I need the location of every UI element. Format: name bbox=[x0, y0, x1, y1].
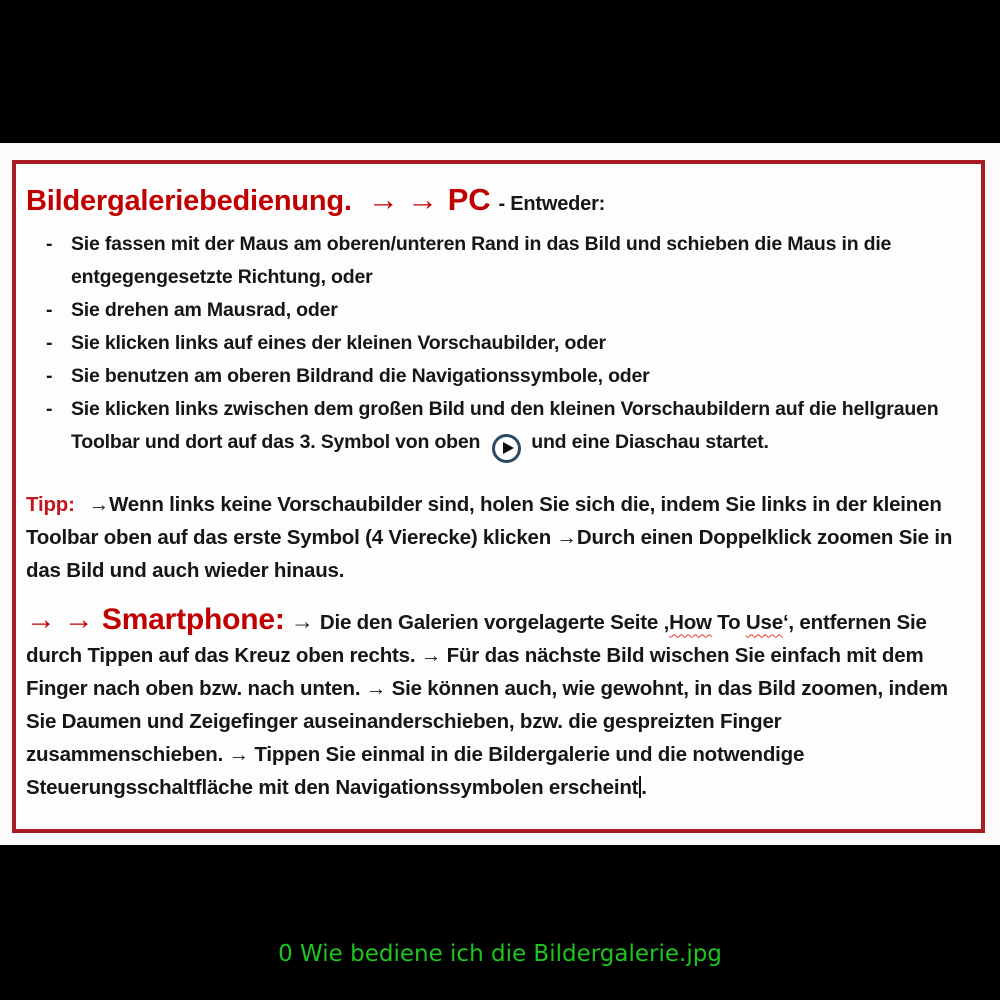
double-arrow-icon: → → bbox=[26, 602, 94, 636]
bullet-dash: - bbox=[46, 365, 53, 387]
tip-text: →Wenn links keine Vorschaubilder sind, holen Sie sich die, indem Sie links in der kleinen Toolbar oben auf das erste Symbol (4 Vierecke) klicken →Durch einen Doppelklick zoomen Sie in das Bild und auch wieder hinaus. bbox=[26, 492, 953, 582]
bullet-dash: - bbox=[46, 233, 53, 255]
title-pc-label: PC bbox=[447, 182, 491, 217]
tip-label: Tipp: bbox=[26, 492, 75, 516]
smartphone-text-period: . bbox=[641, 775, 647, 799]
smartphone-paragraph bbox=[26, 603, 969, 804]
arrow-icon: → bbox=[284, 607, 320, 634]
spellcheck-word: How bbox=[669, 610, 712, 634]
smartphone-heading: Smartphone: bbox=[93, 602, 285, 636]
double-arrow-icon: → → bbox=[367, 182, 438, 217]
play-circle-icon bbox=[492, 434, 521, 463]
tip-paragraph bbox=[26, 488, 969, 587]
filename-caption: 0 Wie bediene ich die Bildergalerie.jpg bbox=[278, 941, 722, 967]
page-title: Bildergaleriebedienung. bbox=[26, 185, 352, 217]
list-item-text: Sie drehen am Mausrad, oder bbox=[71, 299, 338, 321]
smartphone-text-outro: ‘, entfernen Sie durch Tippen auf das Kreuz oben rechts. → Für das nächste Bild wischen Sie einfach mit dem Finger nach oben bzw. nach unten. → Sie können auch, wie gewohnt, in das Bild zoomen, indem Sie Daumen und Zeigefinger auseinanderschieben, bzw. die gespreizten Finger zusammenschieben. → Tippen Sie einmal in die Bildergalerie und die notwendige Steuerungsschaltfläche mit den Navigationssymbolen erscheint bbox=[26, 610, 948, 799]
title-suffix: - Entweder: bbox=[498, 193, 606, 215]
smartphone-text-intro: Die den Galerien vorgelagerte Seite ‚ bbox=[319, 610, 670, 634]
play-triangle bbox=[503, 442, 514, 454]
list-item bbox=[26, 360, 969, 393]
list-item-text: Sie fassen mit der Maus am oberen/unteren Rand in das Bild und schieben die Maus in die entgegengesetzte Richtung, oder bbox=[71, 233, 892, 288]
bullet-dash: - bbox=[46, 398, 53, 420]
list-item bbox=[26, 327, 969, 360]
pc-instructions-list bbox=[26, 228, 969, 463]
red-border-frame bbox=[12, 160, 985, 833]
title-line bbox=[26, 182, 969, 218]
list-item-text: Sie benutzen am oberen Bildrand die Navigationssymbole, oder bbox=[71, 365, 650, 387]
list-item-text: Sie klicken links auf eines der kleinen Vorschaubilder, oder bbox=[71, 332, 606, 354]
spellcheck-word: Use bbox=[745, 610, 783, 634]
document-page bbox=[0, 143, 1000, 845]
smartphone-text: To bbox=[711, 610, 746, 634]
list-item-text: Sie klicken links zwischen dem großen Bild und den kleinen Vorschaubildern auf die hellgrauen Toolbar und dort auf das 3. Symbol von oben bbox=[71, 398, 939, 453]
bullet-dash: - bbox=[46, 332, 53, 354]
list-item bbox=[26, 294, 969, 327]
list-item-text: und eine Diaschau startet. bbox=[531, 431, 769, 453]
bullet-dash: - bbox=[46, 299, 53, 321]
list-item bbox=[26, 228, 969, 294]
list-item bbox=[26, 393, 969, 463]
